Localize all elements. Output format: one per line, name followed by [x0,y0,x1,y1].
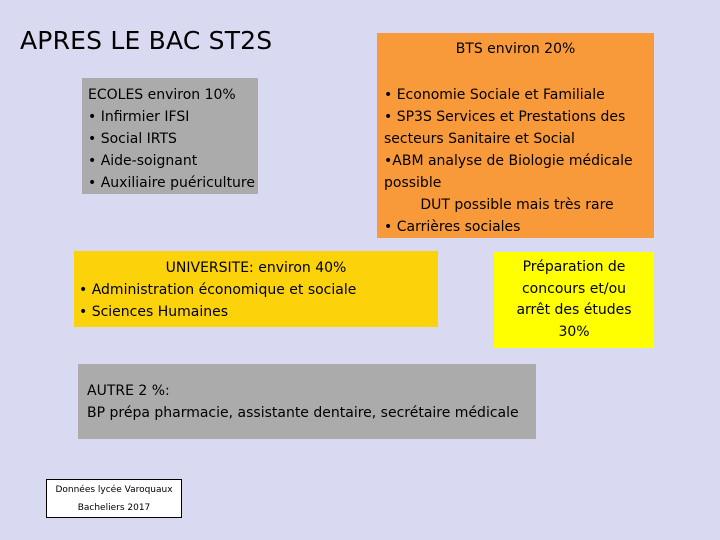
slide-title: APRES LE BAC ST2S [20,26,273,55]
source-box [46,479,182,518]
preparation-line: 30% [558,323,590,340]
universite-box [74,251,438,327]
ecoles-box [82,78,258,194]
universite-item: • Sciences Humaines [79,304,229,320]
ecoles-title: ECOLES environ 10% [88,87,236,103]
bts-box [377,33,654,238]
bts-line: possible [384,175,442,191]
autre-box [78,364,536,439]
autre-title: AUTRE 2 %: [87,383,170,399]
source-line: Données lycée Varoquaux [55,485,173,495]
preparation-line: arrêt des études [516,302,632,318]
preparation-box [494,252,654,348]
ecoles-item: • Infirmier IFSI [88,109,190,125]
universite-item: • Administration économique et sociale [79,282,357,298]
preparation-line: concours et/ou [521,280,627,297]
bts-line: • Carrières sociales [384,219,521,235]
source-line: Bacheliers 2017 [77,503,151,513]
autre-text: BP prépa pharmacie, assistante dentaire, secrétaire médicale [87,405,519,421]
bts-body [384,84,650,238]
bts-line: secteurs Sanitaire et Social [384,131,575,147]
preparation-line: Préparation de [522,259,626,275]
ecoles-item: • Social IRTS [88,131,177,147]
bts-line: • SP3S Services et Prestations des [384,109,626,125]
bts-title: BTS environ 20% [455,41,576,57]
bts-line: •ABM analyse de Biologie médicale [384,153,633,169]
ecoles-item: • Auxiliaire puériculture [88,175,255,191]
universite-title: UNIVERSITE: environ 40% [165,260,347,276]
bts-line: DUT possible mais très rare [420,197,614,213]
ecoles-item: • Aide-soignant [88,153,198,169]
bts-line: • Economie Sociale et Familiale [384,87,605,103]
